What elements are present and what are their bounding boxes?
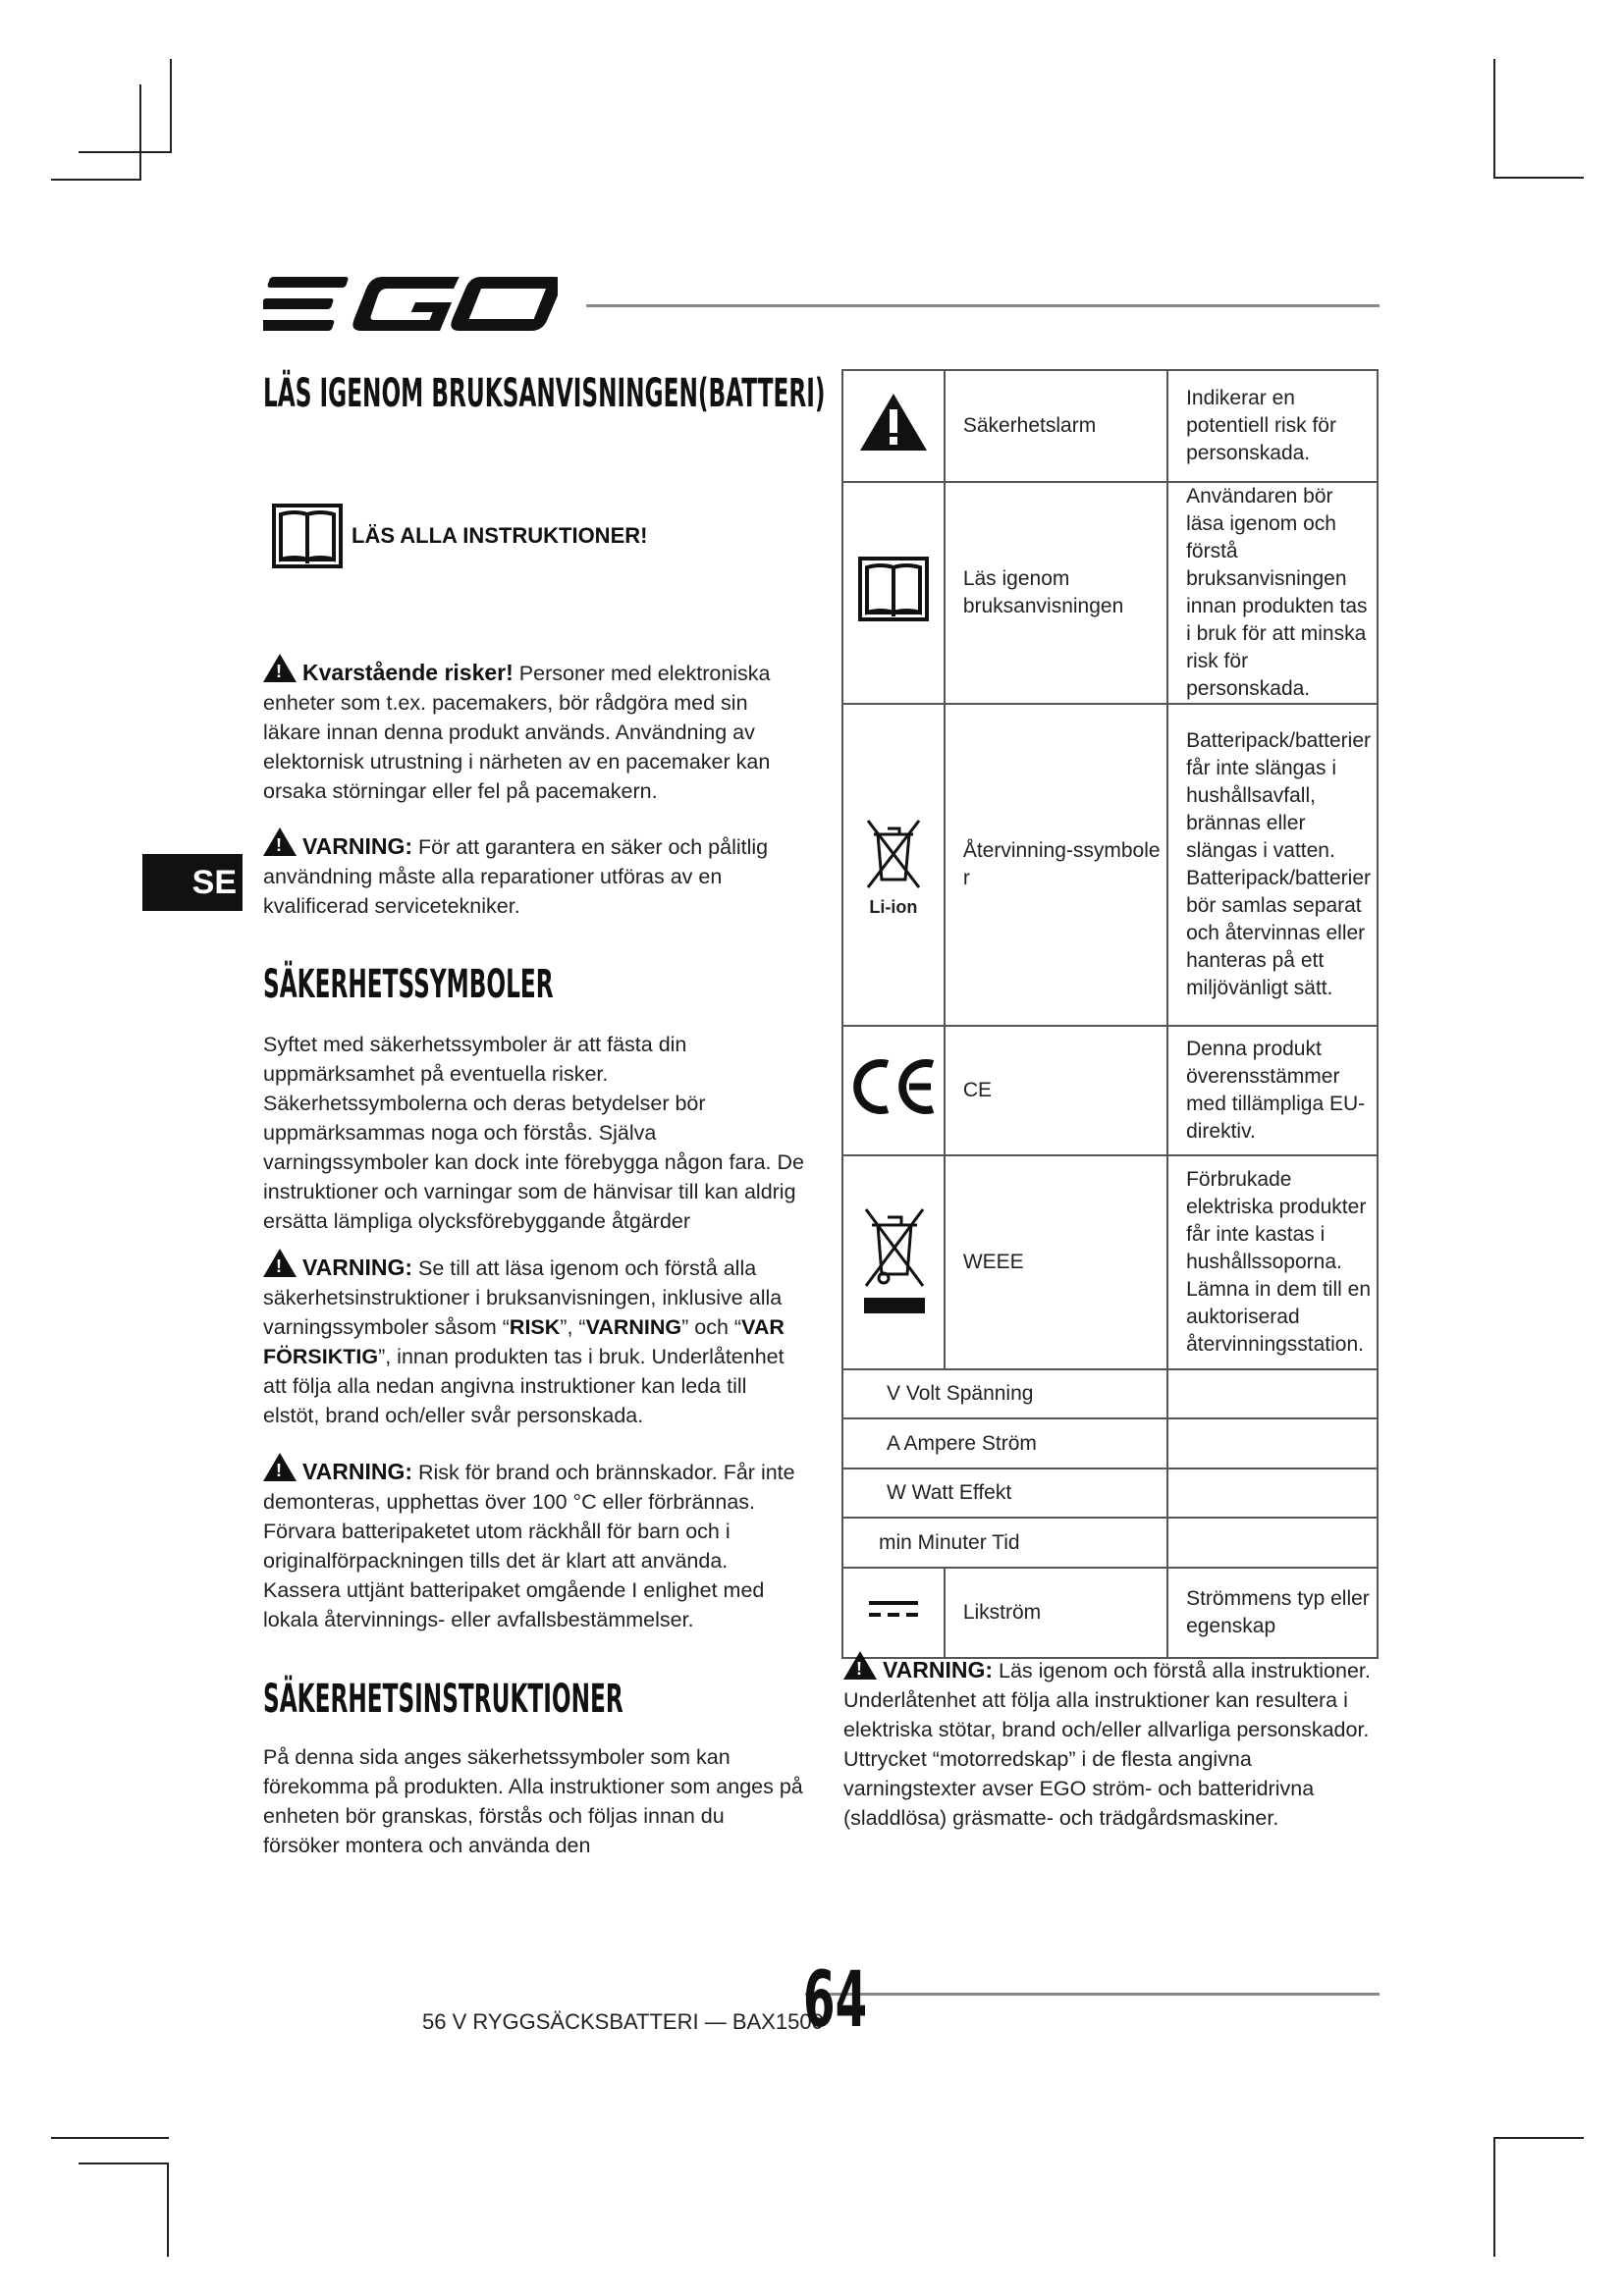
symbol-cell bbox=[842, 1155, 945, 1369]
right-warning-paragraph bbox=[843, 1651, 1374, 1833]
crop-mark-bottom-right bbox=[1493, 2137, 1495, 2257]
header-rule bbox=[586, 304, 1380, 307]
crop-mark-top-left bbox=[79, 151, 172, 153]
symbol-name: Säkerhetslarm bbox=[945, 370, 1167, 482]
crop-mark-bottom-right bbox=[1493, 2137, 1584, 2139]
crop-mark-top-right bbox=[1493, 177, 1584, 179]
symbol-name: WEEE bbox=[945, 1155, 1167, 1369]
residual-risks-title: Kvarstående risker! bbox=[302, 660, 514, 685]
safety-symbols-table bbox=[841, 369, 1379, 1659]
table-row bbox=[842, 370, 1378, 482]
table-row bbox=[842, 482, 1378, 704]
symbol-cell bbox=[842, 704, 945, 1026]
symbol-cell bbox=[842, 1026, 945, 1155]
direct-current-icon bbox=[867, 1597, 920, 1621]
crop-mark-bottom-left bbox=[51, 2137, 169, 2139]
symbol-name: CE bbox=[945, 1026, 1167, 1155]
warning-repairs-paragraph bbox=[263, 828, 808, 921]
crossed-bin-icon bbox=[864, 813, 923, 891]
warning-read-paragraph: !VARNING: Se till att läsa igenom och förstå alla säkerhetsinstruktioner i bruksanvisningen, inklusive alla varningssymboler såsom “RISK”, “VARNING” och “VAR FÖRSIKTIG”, innan produkten tas i bruk. Underlåtenhet att följa alla nedan angivna instruktioner kan leda till elstöt, brand och/eller svår personskada. bbox=[263, 1249, 801, 1430]
crop-mark-bottom-left bbox=[167, 2163, 169, 2257]
symbols-intro-paragraph: Syftet med säkerhetssymboler är att fästa din uppmärksamhet på eventuella risker. Säkerhetssymbolerna och deras betydelser bör uppmärksammas noga och förstås. Själva varningssymboler kan dock inte förebygga någon fara. De instruktioner och varningar som de hänvisar till kan aldrig ersätta lämpliga olycksförebyggande åtgärder bbox=[263, 1033, 804, 1233]
warning-triangle-icon bbox=[843, 1651, 877, 1680]
weee-bin-icon bbox=[858, 1200, 929, 1317]
warning-triangle-icon bbox=[263, 828, 297, 856]
table-row bbox=[842, 1155, 1378, 1369]
symbol-description: Indikerar en potentiell risk för personskada. bbox=[1167, 370, 1378, 482]
warning-label: VARNING: bbox=[302, 1459, 413, 1484]
symbol-cell bbox=[842, 482, 945, 704]
unit-volt: V Volt Spänning bbox=[842, 1369, 1167, 1418]
table-row bbox=[842, 1568, 1378, 1658]
warning-fire-paragraph bbox=[263, 1453, 808, 1634]
residual-risks-paragraph bbox=[263, 654, 808, 806]
symbol-description: Denna produkt överensstämmer med tillämpliga EU-direktiv. bbox=[1167, 1026, 1378, 1155]
right-warning-text: Läs igenom och förstå alla instruktioner. Underlåtenhet att följa alla instruktioner kan resultera i elektriska stötar, brand och/eller allvarliga personskador. Uttrycket “motorredskap” i de flesta angivna varningstexter avser EGO ström- och batteridrivna (sladdlösa) gräsmatte- och trädgårdsmaskiner. bbox=[843, 1659, 1371, 1830]
read-all-block bbox=[271, 503, 647, 569]
symbol-cell bbox=[842, 1568, 945, 1658]
table-row bbox=[842, 1518, 1378, 1568]
book-icon bbox=[271, 503, 344, 569]
table-row bbox=[842, 1418, 1378, 1468]
crop-mark-top-right bbox=[1493, 59, 1495, 179]
crop-mark-top-left bbox=[51, 179, 141, 181]
warning-repairs-text: För att garantera en säker och pålitlig användning måste alla reparationer utföras av en kvalificerad servicetekniker. bbox=[263, 835, 769, 918]
ce-mark-icon bbox=[848, 1056, 939, 1117]
warning-label: VARNING: bbox=[302, 1255, 413, 1280]
warning-fire-text: Risk för brand och brännskador. Får inte demonteras, upphettas över 100 °C eller förbrännas. Förvara batteripaketet utom räckhåll för barn och i originalförpackningen tills det är klart att använda. Kassera uttjänt batteripaket omgående I enlighet med lokala återvinnings- eller avfallsbestämmelser. bbox=[263, 1461, 795, 1631]
logo-text: EGO bbox=[263, 275, 266, 276]
heading-safety-instructions: SÄKERHETSINSTRUKTIONER bbox=[263, 1677, 623, 1722]
footer-rule bbox=[805, 1993, 1380, 1996]
page-number: 64 bbox=[803, 1956, 868, 2045]
unit-minutes: min Minuter Tid bbox=[842, 1518, 1167, 1568]
heading-read-manual: LÄS IGENOM BRUKSANVISNINGEN(BATTERI) bbox=[263, 371, 826, 416]
unit-watt: W Watt Effekt bbox=[842, 1468, 1167, 1518]
warning-triangle-icon bbox=[858, 392, 929, 453]
warning-triangle-icon bbox=[263, 1249, 297, 1277]
crop-mark-bottom-left bbox=[79, 2163, 169, 2164]
li-ion-label: Li-ion bbox=[869, 897, 918, 917]
heading-safety-symbols: SÄKERHETSSYMBOLER bbox=[263, 962, 554, 1007]
residual-risks-text: Personer med elektroniska enheter som t.ex. pacemakers, bör rådgöra med sin läkare innan denna produkt används. Användning av elektornisk utrustning i närheten av en pacemaker kan orsaka störningar eller fel på pacemakern. bbox=[263, 662, 771, 803]
symbol-description: Förbrukade elektriska produkter får inte kastas i hushållssoporna. Lämna in dem till en auktoriserad återvinningsstation. bbox=[1167, 1155, 1378, 1369]
warning-triangle-icon bbox=[263, 654, 297, 682]
language-tab-se: SE bbox=[142, 854, 243, 911]
book-icon bbox=[857, 556, 930, 622]
crop-mark-top-left bbox=[139, 84, 141, 181]
table-row bbox=[842, 704, 1378, 1026]
table-row bbox=[842, 1369, 1378, 1418]
table-row bbox=[842, 1468, 1378, 1518]
symbol-name: Återvinning-ssymboler bbox=[945, 704, 1167, 1026]
symbol-cell bbox=[842, 370, 945, 482]
ego-logo bbox=[263, 275, 558, 334]
crop-mark-top-left bbox=[170, 59, 172, 153]
symbol-description: Användaren bör läsa igenom och förstå bruksanvisningen innan produkten tas i bruk för att minska risk för personskada. bbox=[1167, 482, 1378, 704]
instructions-paragraph: På denna sida anges säkerhetssymboler som kan förekomma på produkten. Alla instruktioner som anges på enheten bör granskas, förstås och följas innan du försöker montera och använda den bbox=[263, 1745, 803, 1857]
read-all-label: LÄS ALLA INSTRUKTIONER! bbox=[352, 523, 648, 548]
unit-ampere: A Ampere Ström bbox=[842, 1418, 1167, 1468]
warning-label: VARNING: bbox=[302, 833, 413, 859]
symbol-name: Läs igenom bruksanvisningen bbox=[945, 482, 1167, 704]
symbol-description: Batteripack/batterier får inte slängas i hushållsavfall, brännas eller slängas i vatten. Batteripack/batterier bör samlas separat och återvinnas eller hanteras på ett miljövänligt sätt. bbox=[1167, 704, 1378, 1026]
warning-label: VARNING: bbox=[883, 1657, 994, 1682]
warning-triangle-icon bbox=[263, 1453, 297, 1481]
table-row bbox=[842, 1026, 1378, 1155]
symbol-description: Strömmens typ eller egenskap bbox=[1167, 1568, 1378, 1658]
footer-doc-title: 56 V RYGGSÄCKSBATTERI — BAX1500 bbox=[422, 2009, 824, 2034]
symbol-name: Likström bbox=[945, 1568, 1167, 1658]
